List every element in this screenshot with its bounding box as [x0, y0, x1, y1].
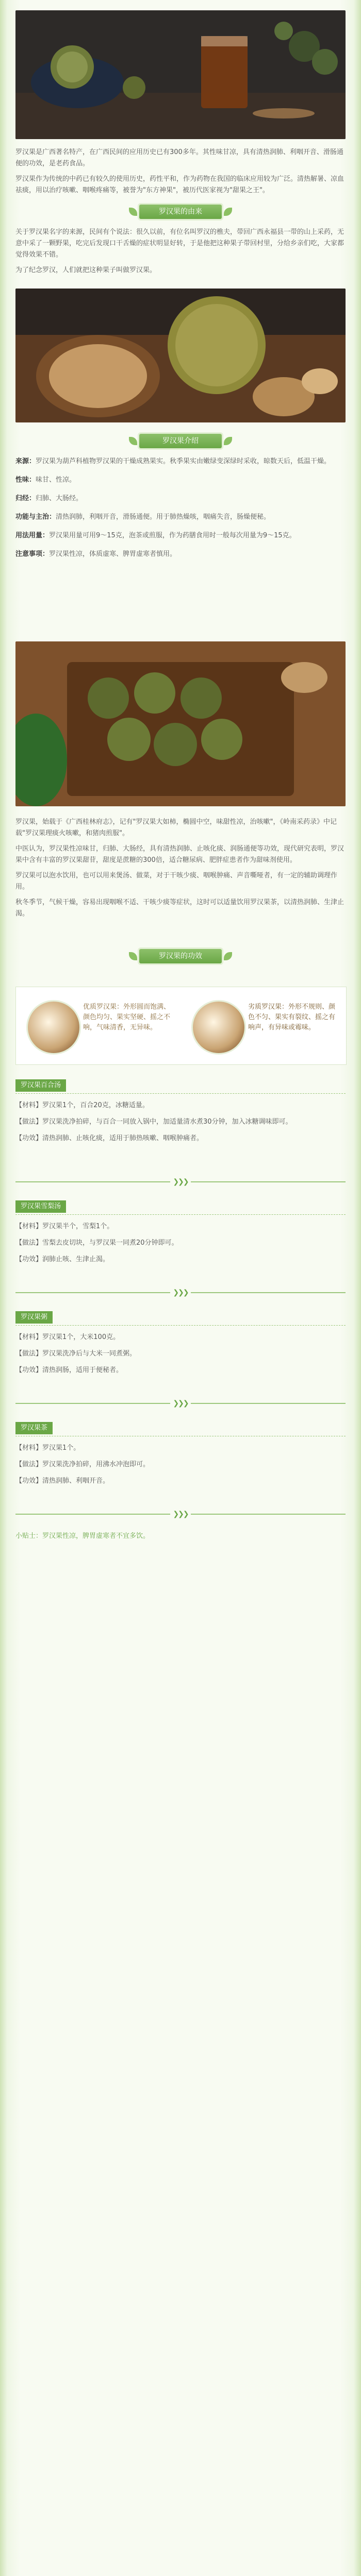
- section-title-intro: [129, 433, 232, 449]
- section-title-effect: [129, 948, 232, 964]
- history-p2: 中医认为，罗汉果性凉味甘，归肺、大肠经，具有清热润肺、止咳化痰、润肠通便等功效，现代研究表明，罗汉果中含有丰富的罗汉果甜苷，甜度是蔗糖的300倍，适合糖尿病、肥胖症患者作为甜味剂使用。: [15, 845, 344, 864]
- info-dosage: 用法用量：罗汉果用量可用9～15克，泡茶或煎服，作为药膳食用时一般每次用量为9～15克。: [15, 532, 296, 539]
- intro-p2: 罗汉果作为传统的中药已有较久的使用历史，药性平和，作为药物在我国的临床应用较为广泛。清热解暑、凉血祛痰，用以治疗咳嗽、咽喉疼痛等，被誉为"东方神果"，被历代医家视为"甜果之王"。: [15, 175, 344, 194]
- info-meridian: 归经：归肺、大肠经。: [15, 495, 83, 502]
- intro-text: [15, 147, 346, 200]
- recipe-body: 【材料】罗汉果半个，雪梨1个。 【做法】雪梨去皮切块，与罗汉果一同煮20分钟即可。 【功效】润肺止咳、生津止渴。: [15, 1223, 178, 1263]
- fruit-photo: [15, 289, 346, 422]
- card-bad-text: 劣质罗汉果：外形不规则、颜色不匀、果实有裂纹、摇之有响声，有异味或霉味。: [248, 1003, 336, 1031]
- section-title-text: 罗汉果的功效: [159, 952, 202, 960]
- origin-text: [15, 227, 346, 280]
- recipe-title: 罗汉果粥: [15, 1311, 53, 1324]
- divider: [15, 1214, 346, 1220]
- chevron-divider: ❯❯❯: [15, 1288, 346, 1297]
- section-title-origin: [129, 204, 232, 220]
- recipe-body: 【材料】罗汉果1个，百合20克，冰糖适量。 【做法】罗汉果洗净拍碎，与百合一同放入锅中，加适量清水煮30分钟，加入冰糖调味即可。 【功效】清热润肺、止咳化痰，适用于肺热咳嗽、咽喉肿痛者。: [15, 1101, 292, 1142]
- recipe-body: 【材料】罗汉果1个，大米100克。 【做法】罗汉果洗净后与大米一同煮粥。 【功效】清热润肠，适用于便秘者。: [15, 1333, 137, 1374]
- section-title-text: 罗汉果介绍: [162, 437, 199, 445]
- tea-photo: [15, 10, 346, 139]
- leaf-icon: [129, 437, 137, 445]
- origin-p2: 为了纪念罗汉，人们就把这种果子叫做罗汉果。: [15, 266, 157, 274]
- leaf-icon: [224, 437, 232, 445]
- info-effect: 功能与主治：清热润肺，利咽开音，滑肠通便。用于肺热燥咳，咽痛失音，肠燥便秘。: [15, 513, 271, 521]
- leaf-icon: [224, 952, 232, 960]
- recipe-title: 罗汉果雪梨汤: [15, 1200, 66, 1213]
- info-taste: 性味：味甘、性凉。: [15, 476, 76, 484]
- tip-text: 小贴士：罗汉果性凉，脾胃虚寒者不宜多饮。: [15, 1532, 150, 1540]
- intro-p1: 罗汉果是广西著名特产，在广西民间的应用历史已有300多年。其性味甘凉，具有清热润肺、利咽开音、滑肠通便的功效，是老药食品。: [15, 148, 343, 167]
- origin-p1: 关于罗汉果名字的来源，民间有个说法：很久以前，有位名叫罗汉的樵夫，带回广西永福县一带的山上采药，无意中采了一颗野果，吃完后发现口干舌燥的症状明显好转，于是他把这种果子带回村里，分给乡亲们吃，大家都觉得效果不错。: [15, 228, 344, 259]
- card-good: [21, 995, 176, 1057]
- leaf-icon: [224, 208, 232, 216]
- card-bad: [186, 995, 341, 1057]
- basket-photo: [15, 641, 346, 806]
- fruit-thumb: [26, 1000, 81, 1055]
- section-title-text: 罗汉果的由来: [159, 208, 202, 216]
- divider: [15, 1436, 346, 1442]
- info-caution: 注意事项：罗汉果性凉，体质虚寒、脾胃虚寒者慎用。: [15, 550, 177, 558]
- chevron-divider: ❯❯❯: [15, 1177, 346, 1187]
- history-text: [15, 817, 346, 924]
- history-p1: 罗汉果，始载于《广西桂林府志》，记有"罗汉果大如柿，椭圆中空，味甜性凉，治咳嗽"，《岭南采药录》中记载"罗汉果理痰火咳嗽，和猪肉煎服"。: [15, 818, 337, 837]
- leaf-icon: [129, 208, 137, 216]
- divider: [15, 1093, 346, 1099]
- history-p4: 秋冬季节，气候干燥，容易出现咽喉不适、干咳少痰等症状，这时可以适量饮用罗汉果茶，以清热润肺、生津止渴。: [15, 899, 344, 918]
- quality-cards: [15, 987, 347, 1065]
- recipe-title: 罗汉果茶: [15, 1422, 53, 1434]
- leaf-icon: [129, 952, 137, 960]
- chevron-divider: ❯❯❯: [15, 1399, 346, 1408]
- history-p3: 罗汉果可以泡水饮用，也可以用来煲汤、做菜，对于干咳少痰、咽喉肿痛、声音嘶哑者，有一定的辅助调理作用。: [15, 872, 338, 891]
- divider: [15, 1325, 346, 1331]
- card-good-text: 优质罗汉果：外形圆而饱满、颜色均匀、果实坚硬、摇之不响，气味清香，无异味。: [83, 1003, 171, 1031]
- recipe-body: 【材料】罗汉果1个。 【做法】罗汉果洗净拍碎，用沸水冲泡即可。 【功效】清热润肺、利咽开音。: [15, 1444, 150, 1485]
- info-list: [15, 456, 346, 567]
- info-source: 来源：罗汉果为葫芦科植物罗汉果的干燥成熟果实。秋季果实由嫩绿变深绿时采收，晾数天后，低温干燥。: [15, 457, 331, 465]
- recipe-title: 罗汉果百合汤: [15, 1079, 66, 1092]
- fruit-thumb: [191, 1000, 246, 1055]
- chevron-divider: ❯❯❯: [15, 1510, 346, 1519]
